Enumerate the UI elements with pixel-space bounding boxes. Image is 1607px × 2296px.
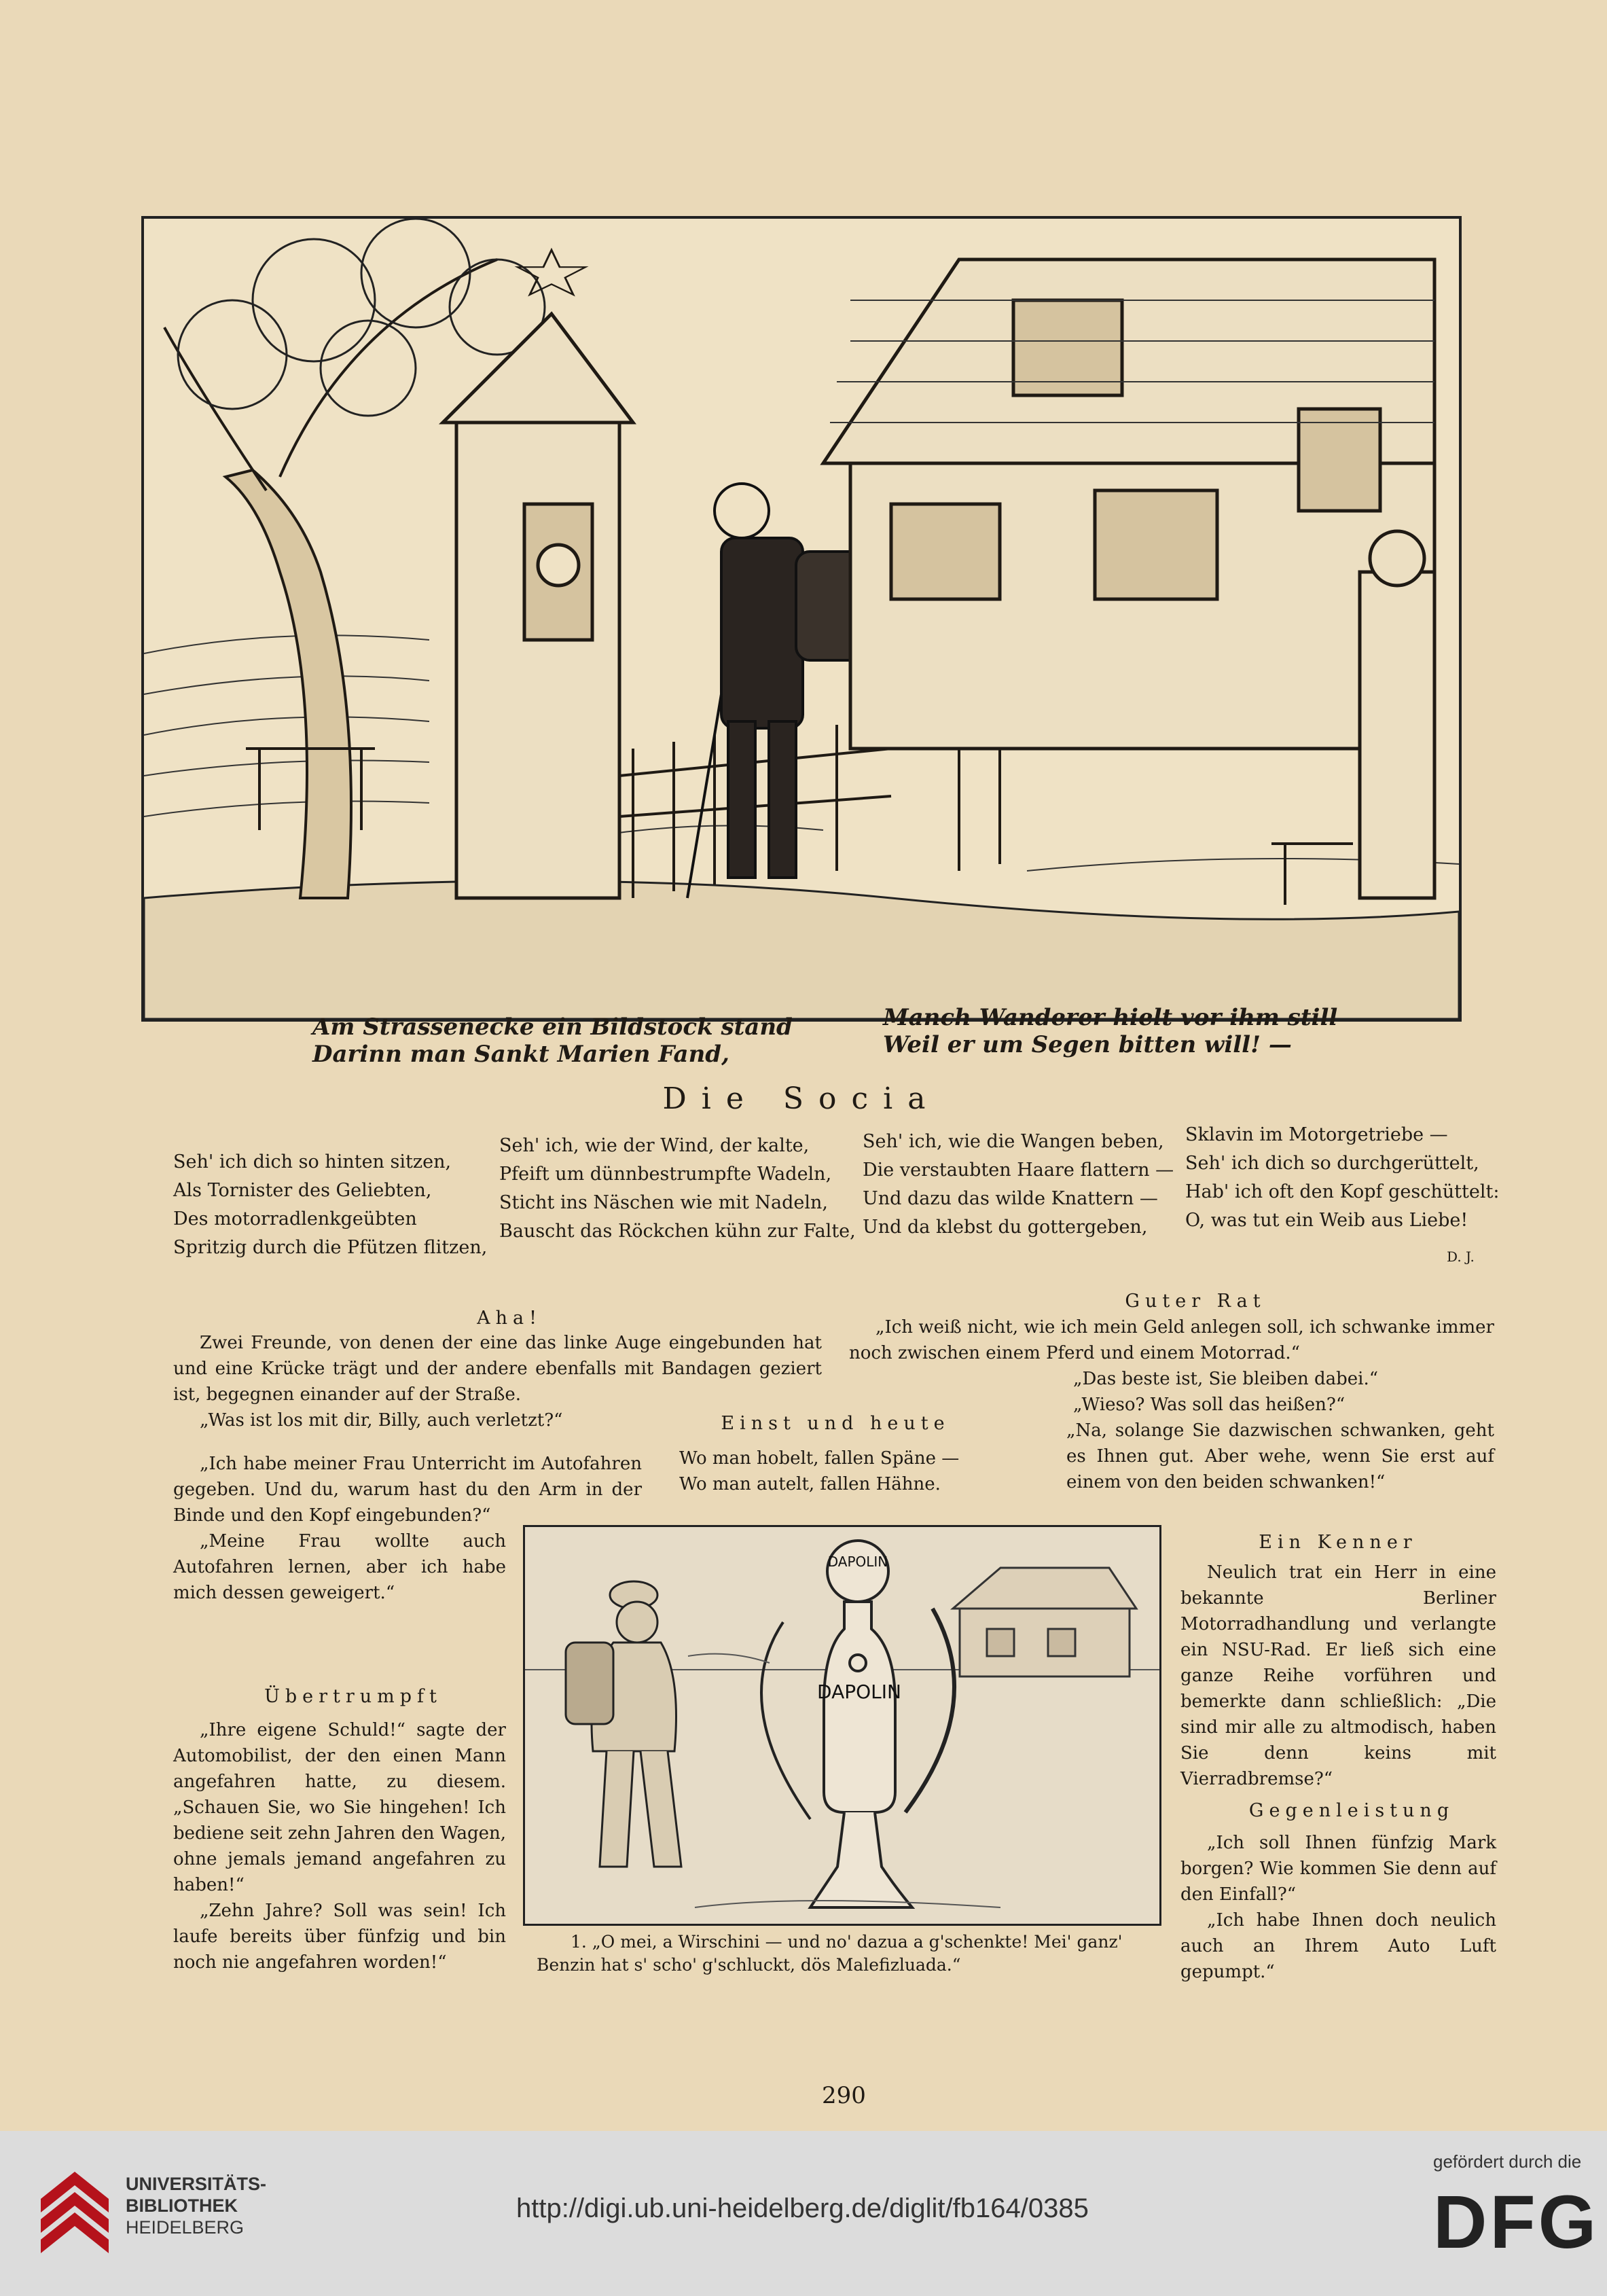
caption-left-line-2: Darinn man Sankt Marien Fand, [312,1041,729,1068]
dapolin-drawing [525,1527,1159,1924]
einst-und-heute-heading: Einst und heute [721,1413,950,1434]
gegenleistung-paragraph-2: „Ich habe Ihnen doch neulich auch an Ihrem Auto Luft gepumpt.“ [1180,1910,1496,1982]
gegenleistung-text [1180,1830,1496,1985]
guter-rat-paragraph-3: „Wieso? Was soll das heißen?“ [1073,1395,1346,1415]
uebertrumpft-text [173,1717,506,1975]
dfg-logo: DFG [1433,2181,1600,2264]
ein-kenner-paragraph-1: Neulich trat ein Herr in eine bekannte Berliner Motorradhandlung und verlangte ein NSU-Rad. Er ließ sich eine ganze Reihe vorführen und bemerkte dann schließlich: „Die sind mir alle zu altmodisch, haben Sie denn keins mit Vierradbremse?“ [1180,1562,1496,1789]
funded-by-label: gefördert durch die [1433,2151,1582,2172]
university-library-logo-icon [41,2172,109,2253]
library-name-line-3: HEIDELBERG [126,2217,245,2238]
aha-paragraph-2: „Was ist los mit dir, Billy, auch verletzt?“ [200,1410,563,1431]
poem-line: Pfeift um dünnbestrumpfte Wadeln, [499,1164,832,1185]
poem-line: O, was tut ein Weib aus Liebe! [1185,1210,1468,1231]
wayside-shrine-drawing [144,219,1459,1019]
library-name-line-2: BIBLIOTHEK [126,2195,238,2216]
poem-line: Hab' ich oft den Kopf geschüttelt: [1185,1181,1500,1202]
dapolin-pump-illustration [523,1525,1161,1926]
guter-rat-heading: Guter Rat [1125,1291,1266,1312]
poem-line: Seh' ich dich so hinten sitzen, [173,1151,452,1172]
poem-line: Sticht ins Näschen wie mit Nadeln, [499,1192,828,1213]
aha-paragraph-3: „Ich habe meiner Frau Unterricht im Autofahren gegeben. Und du, warum hast du den Arm in der Binde und den Kopf eingebunden?“ [173,1454,642,1526]
guter-rat-paragraph-4: „Na, solange Sie dazwischen schwanken, geht es Ihnen gut. Aber wehe, wenn Sie erst auf einem von den beiden schwanken!“ [1066,1420,1494,1492]
poem-line: Bauscht das Röckchen kühn zur Falte, [499,1221,856,1242]
uebertrumpft-paragraph-1: „Ihre eigene Schuld!“ sagte der Automobilist, der den einen Mann angefahren hatte, zu diesem. „Schauen Sie, wo Sie hingehen! Ich bediene seit zehn Jahren den Wagen, ohne jemals jemand angefahren zu haben!“ [173,1720,506,1895]
einst-line-1: Wo man hobelt, fallen Späne — [679,1448,960,1469]
poem-column-4 [1185,1121,1499,1235]
poem-signature: D. J. [1447,1249,1475,1265]
guter-rat-paragraph-1: „Ich weiß nicht, wie ich mein Geld anlegen soll, ich schwanke immer noch zwischen einem Pferd und einem Motorrad.“ [849,1317,1494,1363]
poem-line: Spritzig durch die Pfützen flitzen, [173,1237,488,1258]
poem-title: Die Socia [662,1081,941,1116]
ein-kenner-heading: Ein Kenner [1259,1532,1418,1553]
aha-paragraph-4: „Meine Frau wollte auch Autofahren lernen, aber ich habe mich dessen geweigert.“ [173,1531,506,1603]
pump-label-top: DAPOLIN [827,1554,888,1570]
guter-rat-paragraph-2: „Das beste ist, Sie bleiben dabei.“ [1073,1369,1379,1389]
gegenleistung-heading: Gegenleistung [1248,1800,1455,1821]
caption-left-line-1: Am Strassenecke ein Bildstock stand [312,1014,793,1041]
library-name [126,2173,266,2238]
poem-line: Und dazu das wilde Knattern — [863,1188,1158,1209]
poem-column-2 [499,1132,856,1246]
illustration-caption-right [883,1004,1337,1058]
poem-column-3 [863,1128,1174,1242]
caption-right-line-2: Weil er um Segen bitten will! — [883,1031,1292,1058]
gegenleistung-paragraph-1: „Ich soll Ihnen fünfzig Mark borgen? Wie kommen Sie denn auf den Einfall?“ [1180,1833,1496,1905]
poem-line: Seh' ich, wie die Wangen beben, [863,1131,1164,1152]
poem-line: Die verstaubten Haare flattern — [863,1160,1174,1181]
poem-line: Seh' ich dich so durchgerüttelt, [1185,1153,1479,1174]
poem-line: Und da klebst du gottergeben, [863,1217,1148,1238]
digital-library-footer [0,2131,1607,2296]
illustration-caption-left [312,1014,793,1068]
uebertrumpft-heading: Übertrumpft [264,1686,442,1707]
uebertrumpft-paragraph-2: „Zehn Jahre? Soll was sein! Ich laufe bereits über fünfzig und bin noch nie angefahren worden!“ [173,1901,506,1973]
page-number: 290 [822,2082,866,2109]
wayside-shrine-illustration [141,216,1462,1022]
aha-paragraph-1: Zwei Freunde, von denen der eine das linke Auge eingebunden hat und eine Krücke trägt und der andere ebenfalls mit Bandagen geziert ist, begegnen einander auf der Straße. [173,1333,822,1405]
poem-line: Seh' ich, wie der Wind, der kalte, [499,1135,810,1156]
poem-line: Als Tornister des Geliebten, [173,1180,432,1201]
einst-und-heute-verse [679,1446,992,1497]
source-url-link[interactable]: http://digi.ub.uni-heidelberg.de/diglit/fb164/0385 [516,2193,1089,2223]
pump-label-body: DAPOLIN [817,1681,901,1703]
aha-heading: Aha! [477,1308,542,1329]
einst-line-2: Wo man autelt, fallen Hähne. [679,1474,941,1494]
library-name-line-1: UNIVERSITÄTS- [126,2174,267,2194]
poem-line: Sklavin im Motorgetriebe — [1185,1124,1448,1145]
caption-right-line-1: Manch Wanderer hielt vor ihm still [883,1004,1338,1031]
poem-column-1 [173,1148,487,1262]
poem-line: Des motorradlenkgeübten [173,1208,417,1230]
dapolin-caption: 1. „O mei, a Wirschini — und no' dazua a g'schenkte! Mei' ganz' Benzin hat s' scho' g'schluckt, dös Malefizluada.“ [537,1932,1123,1975]
ein-kenner-text [1180,1560,1496,1792]
